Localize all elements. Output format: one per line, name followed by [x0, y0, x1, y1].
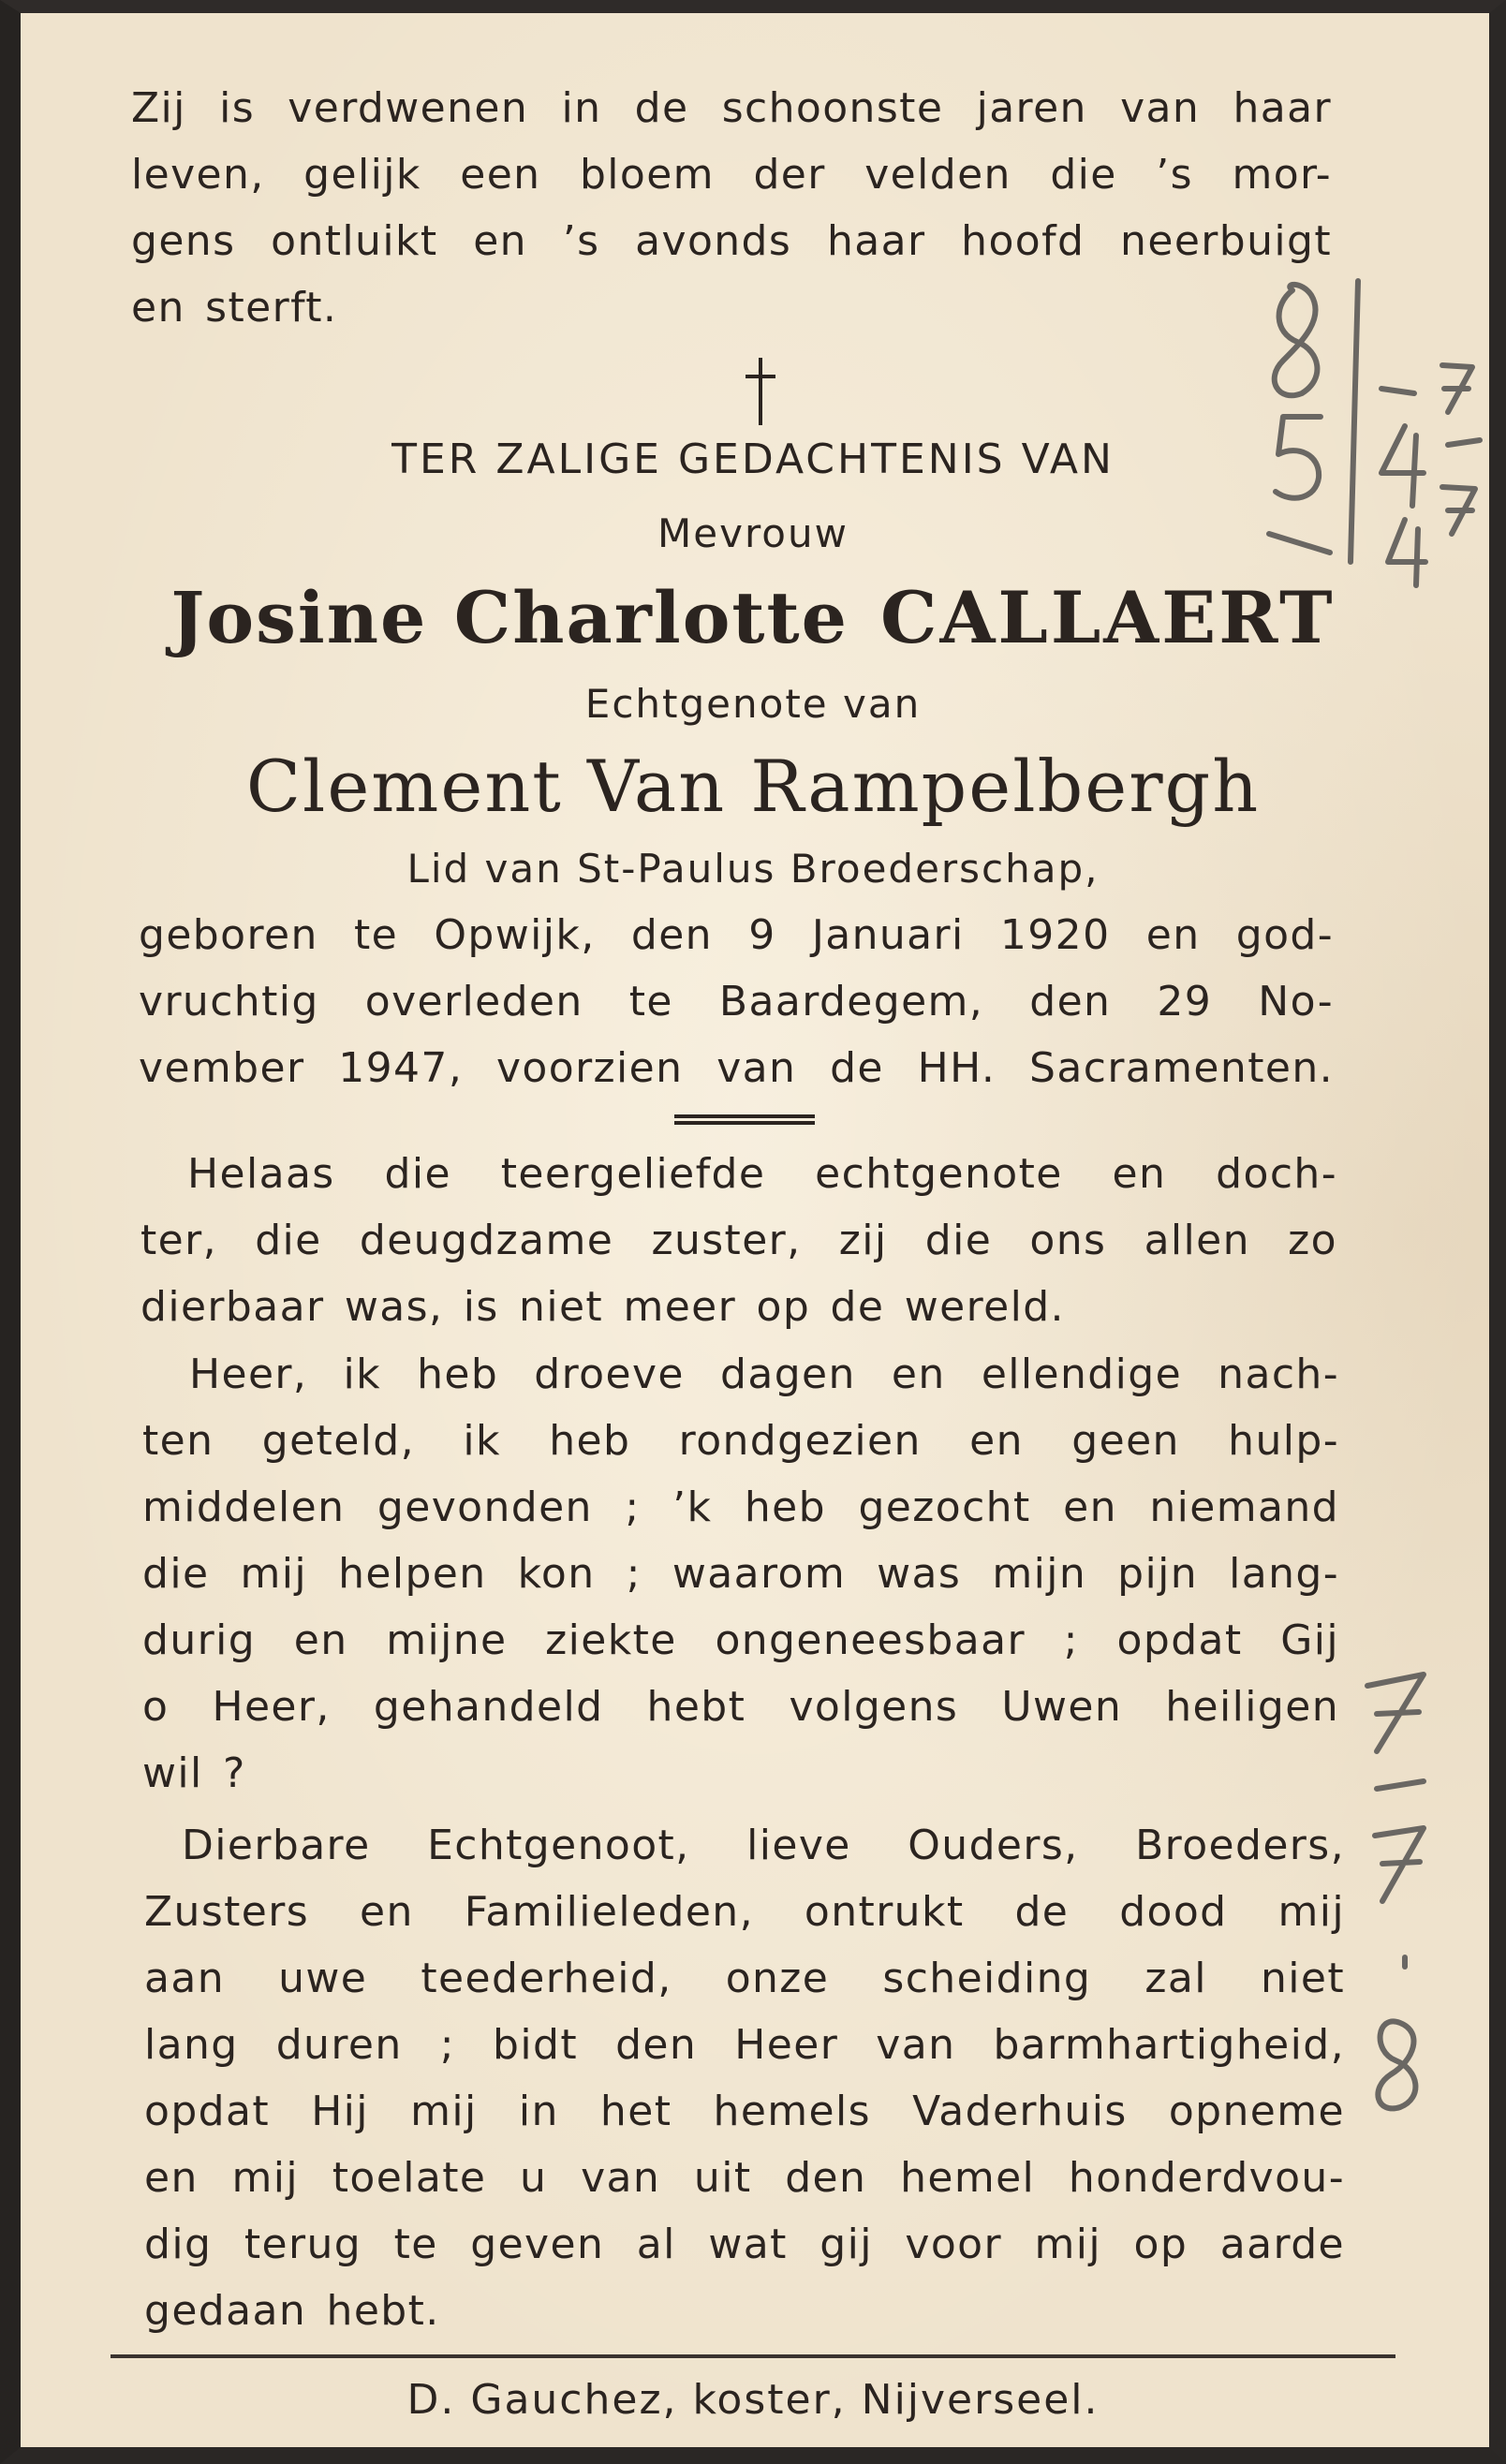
membership-line: Lid van St-Paulus Broederschap,: [406, 846, 1100, 892]
farewell-paragraph: [144, 1812, 1345, 2344]
farewell-line: opdat Hij mij in het hemels Vaderhuis opneme: [144, 2088, 1345, 2135]
deceased-name: [0, 576, 1506, 659]
printer-credit: D. Gauchez, koster, Nijverseel.: [406, 2376, 1100, 2424]
lament-line: ter, die deugdzame zuster, zij die ons allen zo: [140, 1217, 1337, 1264]
opening-verse-line: leven, gelijk een bloem der velden die ’s mor-: [131, 151, 1332, 199]
farewell-line: Dierbare Echtgenoot, lieve Ouders, Broeders,: [182, 1822, 1345, 1869]
prayer-line: middelen gevonden ; ’k heb gezocht en niemand: [142, 1483, 1339, 1531]
opening-verse: [131, 75, 1332, 341]
farewell-line: Zusters en Familieleden, ontrukt de dood mij: [144, 1888, 1345, 1936]
prayer-line: Heer, ik heb droeve dagen en ellendige nach-: [189, 1350, 1339, 1398]
farewell-line: en mij toelate u van uit den hemel honderdvou-: [144, 2154, 1345, 2202]
section-divider: [674, 1114, 815, 1126]
spouse-of-label: Echtgenote van: [584, 681, 922, 727]
prayer-paragraph: [142, 1341, 1339, 1807]
biography-line: vruchtig overleden te Baardegem, den 29 No-: [139, 978, 1334, 1025]
opening-verse-line: gens ontluikt en ’s avonds haar hoofd neerbuigt: [131, 217, 1332, 265]
farewell-line: lang duren ; bidt den Heer van barmhartigheid,: [144, 2021, 1345, 2069]
prayer-line: o Heer, gehandeld hebt volgens Uwen heiligen: [142, 1683, 1339, 1731]
opening-verse-line: en sterft.: [131, 284, 338, 332]
footer-rule: [111, 2354, 1395, 2358]
honorific-title: Mevrouw: [657, 510, 849, 556]
biography-line: geboren te Opwijk, den 9 Januari 1920 en god-: [139, 911, 1334, 959]
farewell-line: gedaan hebt.: [144, 2287, 440, 2335]
lament-paragraph: [140, 1141, 1337, 1340]
lament-line: dierbaar was, is niet meer op de wereld.: [140, 1283, 1065, 1331]
biography: [139, 902, 1334, 1101]
deceased-surname: CALLAERT: [879, 576, 1336, 659]
deceased-first-names: Josine Charlotte: [170, 576, 849, 659]
spouse-name: Clement Van Rampelbergh: [245, 745, 1261, 828]
prayer-line: wil ?: [142, 1749, 246, 1797]
lament-line: Helaas die teergeliefde echtgenote en doch-: [187, 1150, 1337, 1198]
biography-line: vember 1947, voorzien van de HH. Sacramenten.: [139, 1044, 1334, 1092]
dedication-heading: TER ZALIGE GEDACHTENIS VAN: [391, 435, 1115, 483]
opening-verse-line: Zij is verdwenen in de schoonste jaren van haar: [131, 84, 1332, 132]
pencil-archive-marks-lower: [1349, 1648, 1489, 2135]
prayer-line: ten geteld, ik heb rondgezien en geen hulp-: [142, 1417, 1339, 1465]
farewell-line: dig terug te geven al wat gij voor mij op aarde: [144, 2221, 1345, 2268]
farewell-line: aan uwe teederheid, onze scheiding zal niet: [144, 1955, 1345, 2002]
prayer-line: durig en mijne ziekte ongeneesbaar ; opdat Gij: [142, 1616, 1339, 1664]
prayer-line: die mij helpen kon ; waarom was mijn pijn lang-: [142, 1550, 1339, 1598]
cross-icon: [732, 354, 789, 429]
